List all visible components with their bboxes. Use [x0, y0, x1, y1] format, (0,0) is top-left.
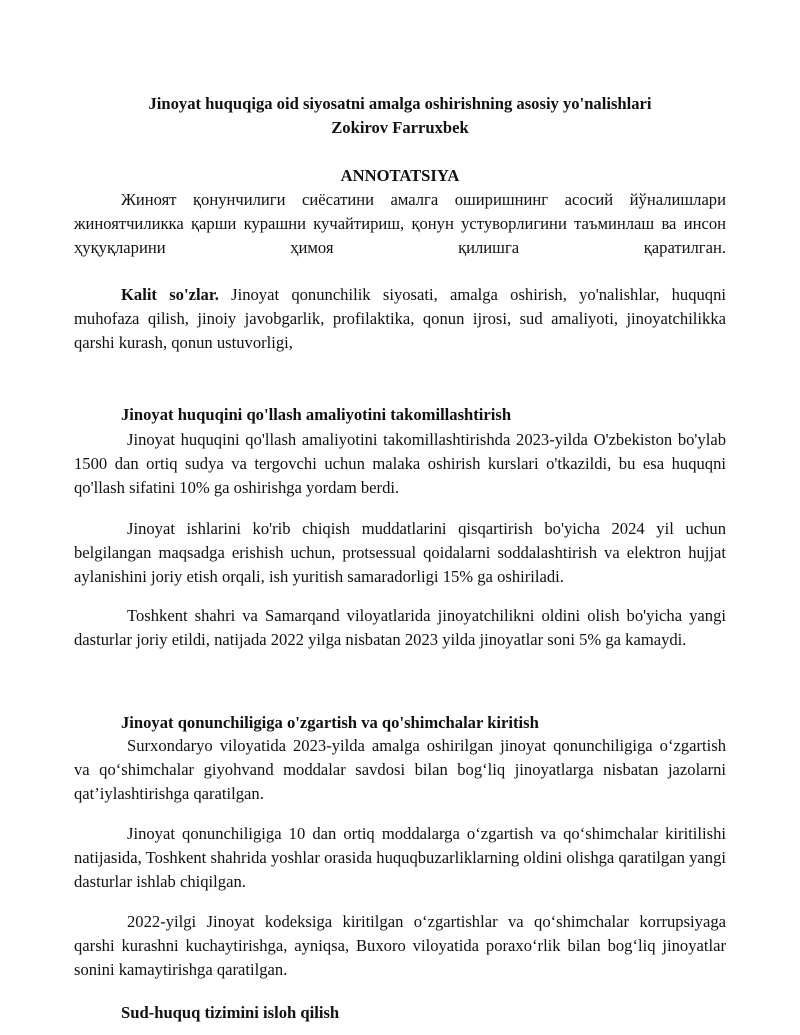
document-title: Jinoyat huquqiga oid siyosatni amalga oshirishning asosiy yo'nalishlari	[148, 94, 652, 113]
annotation-heading: ANNOTATSIYA	[340, 166, 460, 185]
annotation-text: Жиноят қонунчилиги сиёсатини амалга оширишнинг асосий йўналишлари жиноятчиликка қарши курашни кучайтириш, қонун устуворлигини таъминлаш ва инсон ҳуқуқларини ҳимоя қилишга қаратилган.	[74, 190, 726, 257]
section2-paragraph-3: 2022-yilgi Jinoyat kodeksiga kiritilgan o‘zgartishlar va qo‘shimchalar korrupsiyaga qarshi kurashni kuchaytirishga, ayniqsa, Buxoro viloyatida poraxo‘rlik bilan bog‘liq jinoyatlar sonini kamaytirishga qaratilgan.	[74, 912, 726, 979]
keywords-label: Kalit so'zlar.	[121, 285, 219, 304]
author-name: Zokirov Farruxbek	[331, 118, 469, 137]
section1-paragraph-1: Jinoyat huquqini qo'llash amaliyotini takomillashtirishda 2023-yilda O'zbekiston bo'ylab 1500 dan ortiq sudya va tergovchi uchun malaka oshirish kurslari o'tkazildi, bu esa huquqni qo'llash sifatini 10% ga oshirishga yordam berdi.	[74, 430, 726, 497]
section-heading-amendments: Jinoyat qonunchiligiga o'zgartish va qo'shimchalar kiritish	[121, 713, 539, 732]
section2-paragraph-2: Jinoyat qonunchiligiga 10 dan ortiq moddalarga o‘zgartish va qo‘shimchalar kiritilishi natijasida, Toshkent shahrida yoshlar orasida huquqbuzarliklarning oldini olishga qaratilgan yangi dasturlar ishlab chiqilgan.	[74, 824, 726, 891]
keywords-paragraph	[74, 283, 726, 355]
keywords-text: Jinoyat qonunchilik siyosati, amalga oshirish, yo'nalishlar, huquqni muhofaza qilish, jinoiy javobgarlik, profilaktika, qonun ijrosi, sud amaliyoti, jinoyatchilikka qarshi kurash, qonun ustuvorligi,	[74, 285, 727, 352]
section-heading-practice: Jinoyat huquqini qo'llash amaliyotini takomillashtirish	[121, 405, 512, 424]
section-heading-judicial-reform: Sud-huquq tizimini isloh qilish	[121, 1003, 340, 1022]
section1-paragraph-3: Toshkent shahri va Samarqand viloyatlarida jinoyatchilikni oldini olish bo'yicha yangi dasturlar joriy etildi, natijada 2022 yilga nisbatan 2023 yilda jinoyatlar soni 5% ga kamaydi.	[74, 606, 726, 649]
section2-paragraph-1: Surxondaryo viloyatida 2023-yilda amalga oshirilgan jinoyat qonunchiligiga o‘zgartish va qo‘shimchalar giyohvand moddalar savdosi bilan bog‘liq jinoyatlarga nisbatan jazolarni qat’iylashtirishga qaratilgan.	[74, 736, 726, 803]
section1-paragraph-2: Jinoyat ishlarini ko'rib chiqish muddatlarini qisqartirish bo'yicha 2024 yil uchun belgilangan maqsadga erishish uchun, protsessual qoidalarni soddalashtirish va elektron hujjat aylanishini joriy etish orqali, ish yuritish samaradorligi 15% ga oshiriladi.	[74, 519, 726, 586]
